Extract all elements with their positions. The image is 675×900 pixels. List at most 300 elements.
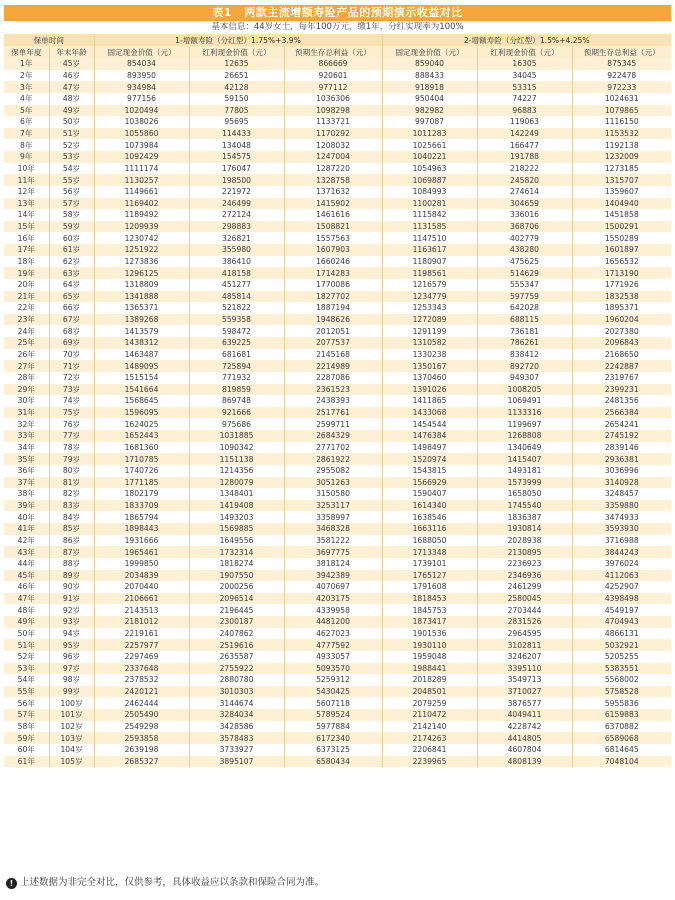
product2-header: 2-增额寿险（分红型）1.5%+4.25% xyxy=(382,34,671,46)
table-cell: 1569885 xyxy=(189,523,284,535)
table-cell: 198500 xyxy=(189,174,284,186)
table-cell: 1557563 xyxy=(284,232,382,244)
table-cell: 4549197 xyxy=(572,604,671,616)
table-cell: 53岁 xyxy=(49,151,94,163)
table-cell: 2519616 xyxy=(189,639,284,651)
table-cell: 1498497 xyxy=(382,442,477,454)
table-row xyxy=(4,105,671,117)
table-cell: 3895107 xyxy=(189,756,284,768)
table-cell: 4414805 xyxy=(477,732,572,744)
table-cell: 3468328 xyxy=(284,523,382,535)
table-cell: 94岁 xyxy=(49,628,94,640)
table-cell: 2000256 xyxy=(189,581,284,593)
table-number: 表1 xyxy=(212,6,232,19)
table-row xyxy=(4,604,671,616)
table-cell: 1115842 xyxy=(382,209,477,221)
table-cell: 103岁 xyxy=(49,732,94,744)
table-cell: 2028938 xyxy=(477,535,572,547)
table-cell: 1543815 xyxy=(382,465,477,477)
table-cell: 2096843 xyxy=(572,337,671,349)
table-cell: 1318809 xyxy=(94,279,189,291)
table-cell: 45年 xyxy=(4,570,49,582)
table-cell: 1020494 xyxy=(94,105,189,117)
table-cell: 997087 xyxy=(382,116,477,128)
table-cell: 1907550 xyxy=(189,570,284,582)
table-row xyxy=(4,628,671,640)
table-cell: 1596095 xyxy=(94,407,189,419)
table-cell: 1601897 xyxy=(572,244,671,256)
table-cell: 39年 xyxy=(4,500,49,512)
table-cell: 2219161 xyxy=(94,628,189,640)
table-cell: 80岁 xyxy=(49,465,94,477)
table-cell: 2012051 xyxy=(284,325,382,337)
table-cell: 3549713 xyxy=(477,674,572,686)
table-row xyxy=(4,418,671,430)
table-cell: 3474933 xyxy=(572,511,671,523)
table-cell: 45岁 xyxy=(49,58,94,70)
table-cell: 2378532 xyxy=(94,674,189,686)
table-row xyxy=(4,232,671,244)
table-cell: 2242887 xyxy=(572,360,671,372)
table-cell: 5977884 xyxy=(284,721,382,733)
table-cell: 2438393 xyxy=(284,395,382,407)
table-row xyxy=(4,163,671,175)
table-cell: 2684329 xyxy=(284,430,382,442)
table-cell: 76岁 xyxy=(49,418,94,430)
table-cell: 1827702 xyxy=(284,291,382,303)
table-cell: 54岁 xyxy=(49,163,94,175)
table-cell: 2214989 xyxy=(284,360,382,372)
table-cell: 53315 xyxy=(477,81,572,93)
table-cell: 37年 xyxy=(4,477,49,489)
table-cell: 2593858 xyxy=(94,732,189,744)
table-cell: 1273185 xyxy=(572,163,671,175)
table-cell: 77805 xyxy=(189,105,284,117)
product1-header: 1-增额寿险（分红型）1.75%+3.9% xyxy=(94,34,382,46)
table-cell: 13年 xyxy=(4,198,49,210)
table-cell: 1732314 xyxy=(189,546,284,558)
table-row xyxy=(4,174,671,186)
table-cell: 1280079 xyxy=(189,477,284,489)
table-cell: 1328758 xyxy=(284,174,382,186)
table-cell: 166477 xyxy=(477,139,572,151)
table-cell: 1209939 xyxy=(94,221,189,233)
table-cell: 176047 xyxy=(189,163,284,175)
table-cell: 3733927 xyxy=(189,744,284,756)
table-cell: 1624025 xyxy=(94,418,189,430)
table-cell: 3876577 xyxy=(477,697,572,709)
table-cell: 74227 xyxy=(477,93,572,105)
table-cell: 46年 xyxy=(4,581,49,593)
table-row xyxy=(4,116,671,128)
table-cell: 1189492 xyxy=(94,209,189,221)
table-row xyxy=(4,744,671,756)
table-cell: 59岁 xyxy=(49,221,94,233)
table-cell: 1073984 xyxy=(94,139,189,151)
table-cell: 949307 xyxy=(477,372,572,384)
table-cell: 438280 xyxy=(477,244,572,256)
table-cell: 46岁 xyxy=(49,70,94,82)
table-cell: 1901536 xyxy=(382,628,477,640)
table-cell: 1151138 xyxy=(189,453,284,465)
table-cell: 1461616 xyxy=(284,209,382,221)
table-cell: 19年 xyxy=(4,267,49,279)
table-cell: 32年 xyxy=(4,418,49,430)
table-cell: 1036306 xyxy=(284,93,382,105)
table-cell: 49年 xyxy=(4,616,49,628)
policy-time-header: 保单时间 xyxy=(4,34,94,46)
table-cell: 58年 xyxy=(4,721,49,733)
table-cell: 6年 xyxy=(4,116,49,128)
table-cell: 5259312 xyxy=(284,674,382,686)
table-cell: 1348401 xyxy=(189,488,284,500)
table-cell: 1350167 xyxy=(382,360,477,372)
table-cell: 1433068 xyxy=(382,407,477,419)
table-cell: 921666 xyxy=(189,407,284,419)
table-cell: 77岁 xyxy=(49,430,94,442)
table-cell: 83岁 xyxy=(49,500,94,512)
table-row xyxy=(4,511,671,523)
table-cell: 2861922 xyxy=(284,453,382,465)
table-cell: 1287220 xyxy=(284,163,382,175)
table-cell: 2048501 xyxy=(382,686,477,698)
table-cell: 2110472 xyxy=(382,709,477,721)
table-cell: 1371632 xyxy=(284,186,382,198)
table-row xyxy=(4,674,671,686)
table-cell: 1493203 xyxy=(189,511,284,523)
basic-info: 基本信息：44岁女士，每年100万元，缴1年，分红实现率为100% xyxy=(211,22,464,32)
table-row xyxy=(4,360,671,372)
table-cell: 3246207 xyxy=(477,651,572,663)
table-cell: 2346936 xyxy=(477,570,572,582)
table-cell: 218222 xyxy=(477,163,572,175)
table-cell: 2297469 xyxy=(94,651,189,663)
table-cell: 60岁 xyxy=(49,232,94,244)
table-cell: 3140928 xyxy=(572,477,671,489)
table-cell: 892720 xyxy=(477,360,572,372)
table-cell: 866669 xyxy=(284,58,382,70)
table-cell: 2745192 xyxy=(572,430,671,442)
table-cell: 688115 xyxy=(477,314,572,326)
table-cell: 5758528 xyxy=(572,686,671,698)
table-row xyxy=(4,535,671,547)
table-cell: 2027380 xyxy=(572,325,671,337)
table-cell: 1770086 xyxy=(284,279,382,291)
exclamation-circle-icon: ! xyxy=(6,878,17,889)
table-cell: 86岁 xyxy=(49,535,94,547)
table-cell: 1573999 xyxy=(477,477,572,489)
table-cell: 74岁 xyxy=(49,395,94,407)
table-cell: 1489095 xyxy=(94,360,189,372)
table-cell: 72岁 xyxy=(49,372,94,384)
table-cell: 51年 xyxy=(4,639,49,651)
table-cell: 888433 xyxy=(382,70,477,82)
table-row xyxy=(4,732,671,744)
table-row xyxy=(4,639,671,651)
table-cell: 1272089 xyxy=(382,314,477,326)
table-cell: 57岁 xyxy=(49,198,94,210)
table-cell: 1663116 xyxy=(382,523,477,535)
table-cell: 96岁 xyxy=(49,651,94,663)
table-cell: 56岁 xyxy=(49,186,94,198)
table-row xyxy=(4,395,671,407)
table-cell: 2034839 xyxy=(94,570,189,582)
table-cell: 48年 xyxy=(4,604,49,616)
table-row xyxy=(4,325,671,337)
table-cell: 1131585 xyxy=(382,221,477,233)
table-cell: 62岁 xyxy=(49,256,94,268)
table-cell: 44年 xyxy=(4,558,49,570)
table-cell: 119063 xyxy=(477,116,572,128)
table-cell: 736181 xyxy=(477,325,572,337)
table-cell: 5568002 xyxy=(572,674,671,686)
table-cell: 3358997 xyxy=(284,511,382,523)
table-cell: 2566384 xyxy=(572,407,671,419)
table-cell: 639225 xyxy=(189,337,284,349)
table-cell: 36年 xyxy=(4,465,49,477)
table-cell: 5955836 xyxy=(572,697,671,709)
table-row xyxy=(4,151,671,163)
table-cell: 1713190 xyxy=(572,267,671,279)
table-cell: 1898443 xyxy=(94,523,189,535)
table-cell: 642028 xyxy=(477,302,572,314)
table-cell: 1232009 xyxy=(572,151,671,163)
table-cell: 2287086 xyxy=(284,372,382,384)
table-cell: 1740726 xyxy=(94,465,189,477)
returns-table xyxy=(4,34,671,767)
table-cell: 1391026 xyxy=(382,384,477,396)
table-cell: 17年 xyxy=(4,244,49,256)
table-row xyxy=(4,384,671,396)
table-cell: 114433 xyxy=(189,128,284,140)
table-cell: 81岁 xyxy=(49,477,94,489)
column-header: 红利现金价值（元） xyxy=(477,46,572,58)
table-cell: 4808139 xyxy=(477,756,572,768)
table-cell: 60年 xyxy=(4,744,49,756)
table-cell: 2639198 xyxy=(94,744,189,756)
table-cell: 1833709 xyxy=(94,500,189,512)
table-cell: 5093570 xyxy=(284,663,382,675)
table-cell: 61年 xyxy=(4,756,49,768)
table-row xyxy=(4,267,671,279)
table-title xyxy=(4,5,671,21)
table-cell: 191788 xyxy=(477,151,572,163)
table-cell: 1084993 xyxy=(382,186,477,198)
table-cell: 1930814 xyxy=(477,523,572,535)
table-cell: 3144674 xyxy=(189,697,284,709)
table-cell: 920601 xyxy=(284,70,382,82)
table-cell: 1008205 xyxy=(477,384,572,396)
table-row xyxy=(4,465,671,477)
table-cell: 90岁 xyxy=(49,581,94,593)
table-cell: 1771926 xyxy=(572,279,671,291)
table-cell: 982982 xyxy=(382,105,477,117)
table-cell: 1818274 xyxy=(189,558,284,570)
table-row xyxy=(4,453,671,465)
table-cell: 918918 xyxy=(382,81,477,93)
table-cell: 977156 xyxy=(94,93,189,105)
table-cell: 61岁 xyxy=(49,244,94,256)
table-cell: 6159883 xyxy=(572,709,671,721)
table-cell: 3036996 xyxy=(572,465,671,477)
table-cell: 246499 xyxy=(189,198,284,210)
table-cell: 88岁 xyxy=(49,558,94,570)
table-cell: 1931666 xyxy=(94,535,189,547)
table-cell: 51岁 xyxy=(49,128,94,140)
table-cell: 6373125 xyxy=(284,744,382,756)
table-cell: 1273836 xyxy=(94,256,189,268)
table-cell: 2771702 xyxy=(284,442,382,454)
table-cell: 1116150 xyxy=(572,116,671,128)
table-cell: 3051263 xyxy=(284,477,382,489)
table-cell: 2685327 xyxy=(94,756,189,768)
table-cell: 1566929 xyxy=(382,477,477,489)
table-cell: 1713348 xyxy=(382,546,477,558)
table-cell: 725894 xyxy=(189,360,284,372)
table-cell: 1192138 xyxy=(572,139,671,151)
table-cell: 59150 xyxy=(189,93,284,105)
table-cell: 4112063 xyxy=(572,570,671,582)
table-cell: 922478 xyxy=(572,70,671,82)
table-cell: 2936381 xyxy=(572,453,671,465)
table-cell: 85岁 xyxy=(49,523,94,535)
table-row xyxy=(4,186,671,198)
table-cell: 1873417 xyxy=(382,616,477,628)
table-row xyxy=(4,337,671,349)
table-cell: 2505490 xyxy=(94,709,189,721)
table-cell: 100岁 xyxy=(49,697,94,709)
table-cell: 16305 xyxy=(477,58,572,70)
table-cell: 1234779 xyxy=(382,291,477,303)
table-cell: 4年 xyxy=(4,93,49,105)
table-cell: 4398498 xyxy=(572,593,671,605)
table-cell: 2635587 xyxy=(189,651,284,663)
table-cell: 1865794 xyxy=(94,511,189,523)
table-cell: 26年 xyxy=(4,349,49,361)
table-cell: 1163617 xyxy=(382,244,477,256)
table-cell: 47岁 xyxy=(49,81,94,93)
table-cell: 92岁 xyxy=(49,604,94,616)
table-cell: 3150580 xyxy=(284,488,382,500)
table-cell: 67岁 xyxy=(49,314,94,326)
table-cell: 2070440 xyxy=(94,581,189,593)
table-cell: 2206841 xyxy=(382,744,477,756)
table-row xyxy=(4,523,671,535)
table-row xyxy=(4,709,671,721)
table-cell: 2481356 xyxy=(572,395,671,407)
table-cell: 1515154 xyxy=(94,372,189,384)
table-cell: 1年 xyxy=(4,58,49,70)
table-row xyxy=(4,488,671,500)
table-cell: 1011283 xyxy=(382,128,477,140)
table-cell: 1330238 xyxy=(382,349,477,361)
table-cell: 6589068 xyxy=(572,732,671,744)
table-cell: 598472 xyxy=(189,325,284,337)
table-cell: 4203175 xyxy=(284,593,382,605)
table-row xyxy=(4,291,671,303)
table-cell: 3248457 xyxy=(572,488,671,500)
footer-text: 上述数据为非完全对比，仅供参考，具体收益应以条款和保险合同为准。 xyxy=(20,877,325,888)
table-cell: 93岁 xyxy=(49,616,94,628)
table-cell: 1411865 xyxy=(382,395,477,407)
table-cell: 977112 xyxy=(284,81,382,93)
table-cell: 597759 xyxy=(477,291,572,303)
table-cell: 1419408 xyxy=(189,500,284,512)
table-cell: 26651 xyxy=(189,70,284,82)
table-cell: 1438312 xyxy=(94,337,189,349)
table-cell: 272124 xyxy=(189,209,284,221)
table-cell: 2703444 xyxy=(477,604,572,616)
table-cell: 3359880 xyxy=(572,500,671,512)
table-cell: 2142140 xyxy=(382,721,477,733)
table-row xyxy=(4,686,671,698)
table-cell: 1999850 xyxy=(94,558,189,570)
table-row xyxy=(4,314,671,326)
table-cell: 154575 xyxy=(189,151,284,163)
table-cell: 475625 xyxy=(477,256,572,268)
table-cell: 1658050 xyxy=(477,488,572,500)
table-cell: 1818453 xyxy=(382,593,477,605)
table-cell: 1791608 xyxy=(382,581,477,593)
table-cell: 1607903 xyxy=(284,244,382,256)
table-cell: 49岁 xyxy=(49,105,94,117)
table-cell: 1895371 xyxy=(572,302,671,314)
table-cell: 1965461 xyxy=(94,546,189,558)
table-cell: 11年 xyxy=(4,174,49,186)
table-cell: 1404940 xyxy=(572,198,671,210)
table-cell: 1568645 xyxy=(94,395,189,407)
table-cell: 1500291 xyxy=(572,221,671,233)
table-cell: 97岁 xyxy=(49,663,94,675)
table-row xyxy=(4,430,671,442)
table-row xyxy=(4,198,671,210)
table-cell: 2461299 xyxy=(477,581,572,593)
table-cell: 12年 xyxy=(4,186,49,198)
table-cell: 950404 xyxy=(382,93,477,105)
table-cell: 15年 xyxy=(4,221,49,233)
table-cell: 1040221 xyxy=(382,151,477,163)
table-cell: 771932 xyxy=(189,372,284,384)
footer-note xyxy=(6,876,666,890)
table-cell: 2955082 xyxy=(284,465,382,477)
table-cell: 25年 xyxy=(4,337,49,349)
table-cell: 95695 xyxy=(189,116,284,128)
table-cell: 1069887 xyxy=(382,174,477,186)
table-cell: 2143513 xyxy=(94,604,189,616)
table-cell: 1291199 xyxy=(382,325,477,337)
table-cell: 1133316 xyxy=(477,407,572,419)
table-cell: 2077537 xyxy=(284,337,382,349)
table-cell: 2839146 xyxy=(572,442,671,454)
table-cell: 1541664 xyxy=(94,384,189,396)
table-cell: 16年 xyxy=(4,232,49,244)
table-cell: 9年 xyxy=(4,151,49,163)
table-row xyxy=(4,500,671,512)
table-cell: 6370882 xyxy=(572,721,671,733)
table-cell: 1208032 xyxy=(284,139,382,151)
table-row xyxy=(4,581,671,593)
table-cell: 975686 xyxy=(189,418,284,430)
table-cell: 4866131 xyxy=(572,628,671,640)
table-cell: 1688050 xyxy=(382,535,477,547)
table-cell: 2257977 xyxy=(94,639,189,651)
table-cell: 972233 xyxy=(572,81,671,93)
table-cell: 1296125 xyxy=(94,267,189,279)
table-cell: 1745540 xyxy=(477,500,572,512)
table-cell: 99岁 xyxy=(49,686,94,698)
table-row xyxy=(4,139,671,151)
column-header: 预期生存总利益（元） xyxy=(572,46,671,58)
